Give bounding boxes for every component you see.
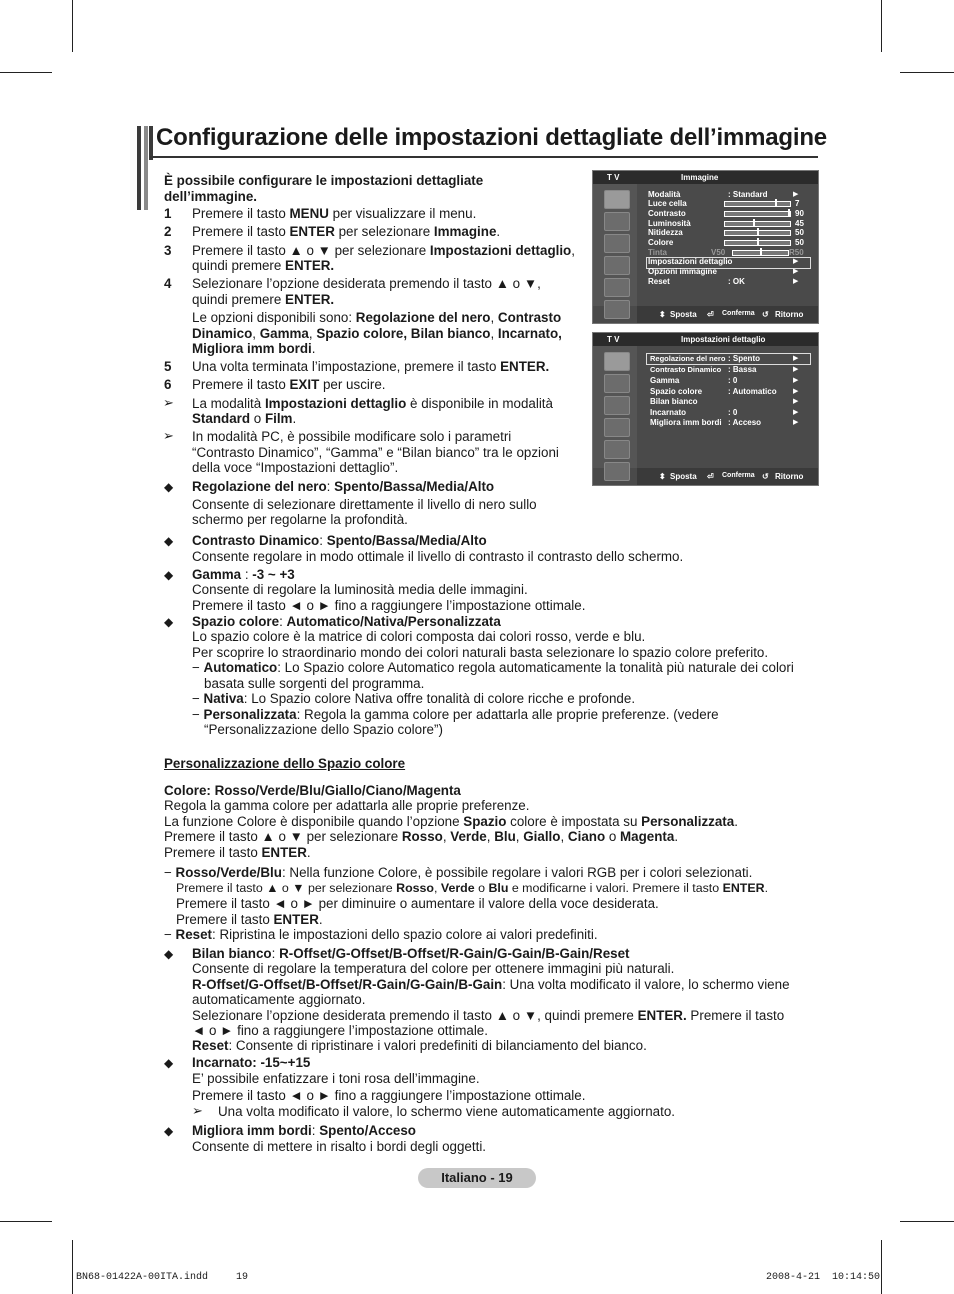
section-heading: Contrasto Dinamico: Spento/Bassa/Media/Alto — [192, 533, 487, 548]
bullet-diamond-icon: ◆ — [164, 534, 174, 548]
crop-mark — [900, 1221, 954, 1222]
tv-menu-impostazioni-dettaglio: T V Impostazioni dettaglio Regolazione del nero : Spento ▶ Contrasto Dinamico : Bassa ▶ Gamma : 0 ▶ Spazio colore : Automatico ▶ Bilan bianco ▶ Incarnato : 0 ▶ Migliora imm bordi : Acceso ▶ ⬍ Sposta ⏎ Conferma ↺ Ritorno — [592, 332, 819, 486]
rvb-text: Premere il tasto ▲ o ▼ per selezionare Rosso, Verde o Blu e modificarne i valori. Premere il tasto ENTER. — [176, 881, 769, 895]
input-icon[interactable] — [604, 278, 630, 297]
section-heading: Regolazione del nero: Spento/Bassa/Media/Alto — [192, 479, 495, 494]
tv-menu-item[interactable]: Impostazioni dettaglio — [648, 257, 733, 266]
slider-knob[interactable] — [757, 228, 759, 236]
tv-slider[interactable] — [724, 201, 791, 207]
section-body: Premere il tasto ◄ o ► fino a raggiungere l’impostazione ottimale. — [192, 1088, 586, 1103]
bullet-diamond-icon: ◆ — [164, 947, 174, 961]
step-text: Selezionare l’opzione desiderata premendo il tasto ▲ o ▼, — [192, 276, 541, 291]
sub-item: − Personalizzata: Regola la gamma colore per adattarla alle proprie preferenze. (vedere — [192, 707, 719, 722]
step-number: 1 — [164, 206, 172, 221]
step-text: Premere il tasto MENU per visualizzare il menu. — [192, 206, 477, 221]
tv-menu-item[interactable]: Migliora imm bordi — [650, 418, 722, 427]
picture-icon[interactable] — [604, 190, 630, 209]
colore-text: Premere il tasto ▲ o ▼ per selezionare Rosso, Verde, Blu, Giallo, Ciano o Magenta. — [164, 829, 679, 844]
tv-menu-item[interactable]: Modalità — [648, 190, 681, 199]
sub-item: basata sulle sorgenti del programma. — [204, 676, 425, 691]
application-icon[interactable] — [604, 462, 630, 481]
step-number: 4 — [164, 276, 172, 291]
options-text: Le opzioni disponibili sono: Regolazione del nero, Contrasto — [192, 310, 562, 325]
arrow-right-icon: ▶ — [793, 377, 799, 384]
print-page: 19 — [236, 1272, 249, 1283]
note-text: In modalità PC, è possibile modificare solo i parametri — [192, 429, 512, 444]
tv-slider[interactable] — [724, 221, 791, 227]
section-body: schermo per regolarne la profondità. — [192, 512, 408, 527]
crop-mark — [72, 0, 73, 52]
colore-text: La funzione Colore è disponibile quando l’opzione Spazio colore è impostata su Personalizzata. — [164, 814, 738, 829]
sound-icon[interactable] — [604, 212, 630, 231]
crop-mark — [881, 0, 882, 52]
step-number: 6 — [164, 377, 172, 392]
print-time: 10:14:50 — [832, 1272, 881, 1283]
section-body: automaticamente aggiornato. — [192, 992, 366, 1007]
slider-knob[interactable] — [753, 219, 755, 227]
step-text: Premere il tasto ENTER per selezionare Immagine. — [192, 224, 501, 239]
picture-icon[interactable] — [604, 352, 630, 371]
input-icon[interactable] — [604, 440, 630, 459]
step-number: 5 — [164, 359, 172, 374]
setup-icon[interactable] — [604, 256, 630, 275]
section-body: ◄ o ► fino a raggiungere l’impostazione ottimale. — [192, 1023, 488, 1038]
section-heading: Migliora imm bordi: Spento/Acceso — [192, 1123, 416, 1138]
title-decoration — [137, 126, 153, 210]
tv-menu-item[interactable]: Reset — [648, 277, 670, 286]
arrow-right-icon: ▶ — [793, 419, 799, 426]
tv-menu-item[interactable]: Regolazione del nero — [650, 354, 726, 363]
tv-slider[interactable] — [724, 230, 791, 236]
note-arrow-icon: ➢ — [163, 395, 174, 410]
crop-mark — [881, 1240, 882, 1294]
bullet-diamond-icon: ◆ — [164, 1124, 174, 1138]
slider-knob[interactable] — [757, 238, 759, 246]
sound-icon[interactable] — [604, 374, 630, 393]
section-body: Consente di mettere in risalto i bordi degli oggetti. — [192, 1139, 487, 1154]
colore-heading: Colore: Rosso/Verde/Blu/Giallo/Ciano/Magenta — [164, 783, 461, 798]
arrow-right-icon: ▶ — [793, 366, 799, 373]
bullet-diamond-icon: ◆ — [164, 1056, 174, 1070]
options-text: Migliora imm bordi. — [192, 341, 316, 356]
tv-menu-icons — [593, 184, 637, 306]
arrow-right-icon: ▶ — [793, 409, 799, 416]
tv-slider[interactable] — [724, 211, 791, 217]
tv-menu-immagine: T V Immagine Modalità : Standard ▶ Luce cella 7 Contrasto 90 Luminosità 45 Nitidezza 50 Colore 50 Tinta V50 R50 Impostazioni dettaglio ▶ Opzioni immagine ▶ Reset : OK ▶ ⬍ Sposta ⏎ Conferma ↺ Ritorno — [592, 170, 819, 324]
tv-menu-item[interactable]: Colore — [648, 238, 674, 247]
tv-menu-item[interactable]: Luminosità — [648, 219, 691, 228]
crop-mark — [0, 1221, 52, 1222]
tv-menu-item[interactable]: Gamma — [650, 376, 680, 385]
tv-menu-footer: ⬍ Sposta ⏎ Conferma ↺ Ritorno — [637, 306, 818, 323]
section-body: E’ possibile enfatizzare i toni rosa dell’immagine. — [192, 1071, 480, 1086]
note-text: della voce “Impostazioni dettaglio”. — [192, 460, 399, 475]
tv-menu-header: T V Impostazioni dettaglio — [593, 333, 818, 346]
return-icon: ↺ — [762, 310, 769, 319]
setup-icon[interactable] — [604, 418, 630, 437]
tv-menu-item[interactable]: Tinta — [648, 248, 667, 257]
tv-menu-header: T V Immagine — [593, 171, 818, 184]
sub-item: − Nativa: Lo Spazio colore Nativa offre tonalità di colore ricche e profonde. — [192, 691, 636, 706]
arrow-right-icon: ▶ — [793, 258, 799, 265]
section-heading: Incarnato: -15~+15 — [192, 1055, 311, 1070]
note-text: “Contrasto Dinamico”, “Gamma” e “Bilan bianco” tra le opzioni — [192, 445, 559, 460]
note-arrow-icon: ➢ — [192, 1103, 203, 1118]
section-body: Lo spazio colore è la matrice di colori composta dai colori rosso, verde e blu. — [192, 629, 646, 644]
print-filename: BN68-01422A-00ITA.indd — [76, 1272, 209, 1283]
rvb-text: − Rosso/Verde/Blu: Nella funzione Colore, è possibile regolare i valori RGB per i colori selezionati. — [164, 865, 753, 880]
crop-mark — [900, 72, 954, 73]
section-body: R-Offset/G-Offset/B-Offset/R-Gain/G-Gain/B-Gain: Una volta modificato il valore, lo schermo viene — [192, 977, 790, 992]
arrow-right-icon: ▶ — [793, 278, 799, 285]
colore-text: Regola la gamma colore per adattarla alle proprie preferenze. — [164, 798, 530, 813]
colore-text: Premere il tasto ENTER. — [164, 845, 311, 860]
intro-line: È possibile configurare le impostazioni dettagliate — [164, 173, 484, 188]
rvb-text: Premere il tasto ENTER. — [176, 912, 323, 927]
intro-line: dell’immagine. — [164, 189, 258, 204]
section-heading: Spazio colore: Automatico/Nativa/Personalizzata — [192, 614, 501, 629]
section-heading: Gamma : -3 ~ +3 — [192, 567, 295, 582]
sub-item: − Automatico: Lo Spazio colore Automatico regola automaticamente la tonalità più naturale dei colori — [192, 660, 794, 675]
tv-slider[interactable] — [724, 240, 791, 246]
step-text: quindi premere ENTER. — [192, 258, 335, 273]
return-icon: ↺ — [762, 472, 769, 481]
section-heading: Bilan bianco: R-Offset/G-Offset/B-Offset/R-Gain/G-Gain/B-Gain/Reset — [192, 946, 630, 961]
subsection-heading: Personalizzazione dello Spazio colore — [164, 756, 406, 771]
tv-menu-item[interactable]: Contrasto — [648, 209, 686, 218]
page-title: Configurazione delle impostazioni dettagliate dell’immagine — [156, 124, 827, 151]
step-number: 2 — [164, 224, 172, 239]
title-rule — [150, 156, 818, 158]
section-body: Consente di regolare la temperatura del colore per ottenere immagini più naturali. — [192, 961, 675, 976]
arrow-right-icon: ▶ — [793, 398, 799, 405]
page-number-badge: Italiano - 19 — [418, 1168, 536, 1188]
note-arrow-icon: ➢ — [163, 428, 174, 443]
crop-mark — [0, 72, 52, 73]
channel-icon[interactable] — [604, 234, 630, 253]
note-text: Standard o Film. — [192, 411, 297, 426]
enter-icon: ⏎ — [707, 310, 714, 319]
tv-menu-item[interactable]: Bilan bianco — [650, 397, 698, 406]
arrow-right-icon: ▶ — [793, 268, 799, 275]
application-icon[interactable] — [604, 300, 630, 319]
print-date: 2008-4-21 — [766, 1272, 821, 1283]
bullet-diamond-icon: ◆ — [164, 480, 174, 494]
tv-menu-item[interactable]: Incarnato — [650, 408, 687, 417]
tv-menu-item[interactable]: Spazio colore — [650, 387, 703, 396]
tv-menu-item[interactable]: Luce cella — [648, 199, 687, 208]
options-text: Dinamico, Gamma, Spazio colore, Bilan bianco, Incarnato, — [192, 326, 562, 341]
note-text: La modalità Impostazioni dettaglio è disponibile in modalità — [192, 396, 553, 411]
bullet-diamond-icon: ◆ — [164, 568, 174, 582]
step-text: Premere il tasto ▲ o ▼ per selezionare Impostazioni dettaglio, — [192, 243, 575, 258]
slider-knob[interactable] — [760, 248, 762, 256]
reset-text: − Reset: Ripristina le impostazioni dello spazio colore ai valori predefiniti. — [164, 927, 598, 942]
section-body: Consente di regolare la luminosità media delle immagini. — [192, 582, 528, 597]
step-number: 3 — [164, 243, 172, 258]
step-text: Premere il tasto EXIT per uscire. — [192, 377, 386, 392]
note-text: Una volta modificato il valore, lo schermo viene automaticamente aggiornato. — [218, 1104, 676, 1119]
move-icon: ⬍ — [659, 472, 666, 481]
bullet-diamond-icon: ◆ — [164, 615, 174, 629]
crop-mark — [72, 1240, 73, 1294]
step-text: Una volta terminata l’impostazione, premere il tasto ENTER. — [192, 359, 550, 374]
section-body: Selezionare l’opzione desiderata premendo il tasto ▲ o ▼, quindi premere ENTER. Premere il tasto — [192, 1008, 785, 1023]
rvb-text: Premere il tasto ◄ o ► per diminuire o aumentare il valore della voce desiderata. — [176, 896, 659, 911]
section-body: Per scoprire lo straordinario mondo dei colori naturali basta selezionare lo spazio colore preferito. — [192, 645, 769, 660]
channel-icon[interactable] — [604, 396, 630, 415]
slider-knob[interactable] — [788, 209, 790, 217]
arrow-right-icon: ▶ — [793, 191, 799, 198]
tv-menu-footer: ⬍ Sposta ⏎ Conferma ↺ Ritorno — [637, 468, 818, 485]
enter-icon: ⏎ — [707, 472, 714, 481]
arrow-right-icon: ▶ — [793, 355, 799, 362]
section-body: Premere il tasto ◄ o ► fino a raggiungere l’impostazione ottimale. — [192, 598, 586, 613]
section-body: Consente di selezionare direttamente il livello di nero sullo — [192, 497, 537, 512]
step-text: quindi premere ENTER. — [192, 292, 335, 307]
move-icon: ⬍ — [659, 310, 666, 319]
tv-menu-item[interactable]: Nitidezza — [648, 228, 683, 237]
tv-slider[interactable] — [732, 250, 789, 256]
arrow-right-icon: ▶ — [793, 388, 799, 395]
section-body: Reset: Consente di ripristinare i valori predefiniti di bilanciamento del bianco. — [192, 1038, 647, 1053]
section-body: Consente regolare in modo ottimale il livello di contrasto il contrasto dello schermo. — [192, 549, 684, 564]
slider-knob[interactable] — [775, 199, 777, 207]
tv-menu-icons — [593, 346, 637, 468]
tv-menu-item[interactable]: Contrasto Dinamico — [650, 365, 722, 374]
sub-item: “Personalizzazione dello Spazio colore”) — [204, 722, 443, 737]
tv-menu-item[interactable]: Opzioni immagine — [648, 267, 717, 276]
